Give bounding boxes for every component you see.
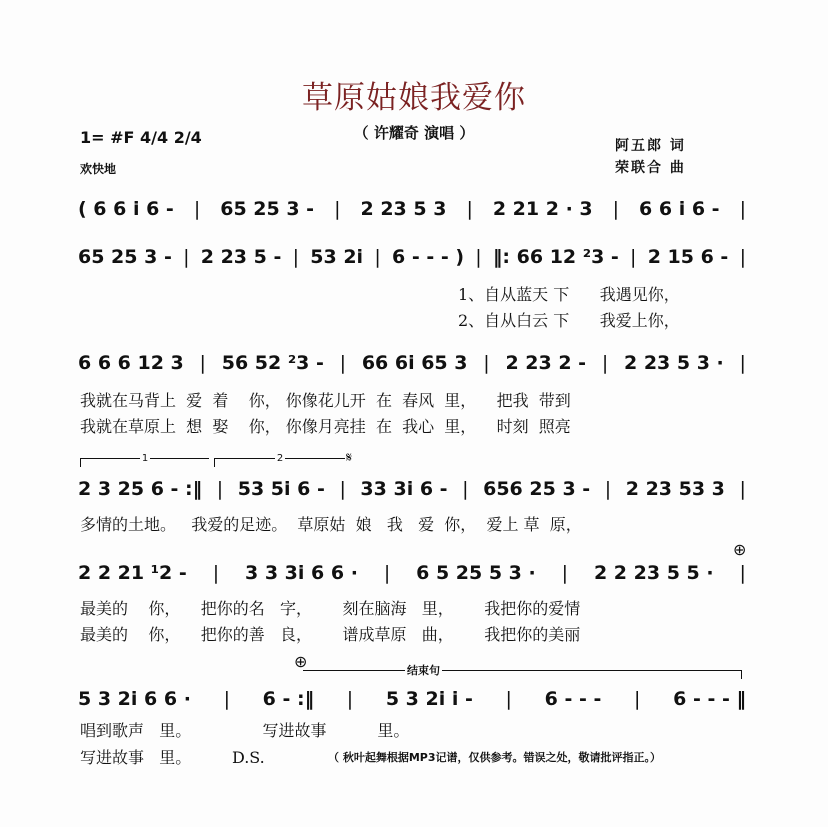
lyric-line: 最美的 你， 把你的名 字， 刻在脑海 里， 我把你的爱情 — [80, 599, 581, 618]
bar-line: | — [634, 688, 641, 710]
measure: 2 23 5 3 · — [624, 352, 724, 374]
measure: 2 23 5 - — [200, 246, 282, 268]
volta-2 — [214, 453, 345, 467]
performer: （ 许耀奇 演唱 ） — [353, 124, 475, 142]
lyric-line: 1、自从蓝天 下 我遇见你， — [458, 285, 680, 304]
measure: 6 5 25 5 3 · — [416, 562, 536, 584]
measure: 6 - - - — [544, 688, 602, 710]
bar-line: | — [739, 478, 746, 500]
bar-line: | — [383, 562, 391, 584]
staff-6 — [78, 688, 746, 710]
measure: 65 25 3 - — [220, 198, 315, 220]
bar-line: | — [601, 352, 609, 374]
lyric-line: 唱到歌声 里。 写进故事 里。 — [80, 721, 410, 740]
bar-line: | — [334, 198, 341, 220]
bar-line: | — [339, 478, 346, 500]
lyric-line: 2、自从白云 下 我爱上你， — [458, 311, 680, 330]
bar-line: | — [462, 478, 469, 500]
bar-line: | — [561, 562, 569, 584]
measure: 53 5i 6 - — [237, 478, 325, 500]
measure: ( 6 6 i 6 - — [78, 198, 174, 220]
measure: 6 - - - ) — [391, 246, 465, 268]
ending-label: 结束句 — [407, 664, 440, 677]
measure: 33 3i 6 - — [360, 478, 448, 500]
measure: 56 52 ²3 - — [221, 352, 324, 374]
measure: 65 25 3 - — [78, 246, 172, 268]
coda-icon: ⊕ — [294, 652, 308, 671]
measure: 2 2 21 ¹2 - — [78, 562, 187, 584]
bar-line: | — [739, 198, 746, 220]
bar-line: | — [292, 246, 300, 268]
lyric-line: 多情的土地。 我爱的足迹。 草原姑 娘 我 爱 你， 爱上 草 原， — [80, 515, 582, 534]
measure: 2 3 25 6 - :‖ — [78, 478, 203, 500]
measure: 656 25 3 - — [483, 478, 591, 500]
coda-icon: ⊕ — [733, 540, 747, 559]
bar-line: | — [739, 246, 746, 268]
bar-line: | — [199, 352, 206, 374]
staff-2 — [78, 246, 746, 268]
measure: 66 6i 65 3 — [361, 352, 468, 374]
ending-bracket — [303, 670, 742, 679]
lyricist: 阿五郎 词 — [615, 138, 686, 154]
lyric-line: 我就在马背上 爱 着 你， 你像花儿开 在 春风 里， 把我 带到 — [80, 391, 571, 410]
bar-line: | — [216, 478, 224, 500]
bar-line: | — [223, 688, 230, 710]
measure: 2 2 23 5 5 · — [593, 562, 714, 584]
measure: 2 15 6 - — [647, 246, 729, 268]
staff-4 — [78, 478, 746, 500]
lyric-line: 我就在草原上 想 娶 你， 你像月亮挂 在 我心 里， 时刻 照亮 — [80, 417, 571, 436]
measure: ‖: 66 12 ²3 - — [492, 246, 619, 268]
bar-line: | — [183, 246, 190, 268]
bar-line: | — [374, 246, 381, 268]
bar-line: | — [505, 688, 512, 710]
lyric-line: 最美的 你， 把你的善 良， 谱成草原 曲， 我把你的美丽 — [80, 625, 581, 644]
measure: 6 - :‖ — [262, 688, 315, 710]
bar-line: | — [612, 198, 620, 220]
staff-5 — [78, 562, 746, 584]
staff-3 — [78, 352, 746, 374]
volta-1 — [80, 453, 209, 467]
tempo-marking: 欢快地 — [80, 162, 117, 176]
bar-line: | — [739, 352, 746, 374]
measure: 3 3 3i 6 6 · — [245, 562, 358, 584]
bar-line: | — [739, 562, 746, 584]
measure: 2 23 2 - — [505, 352, 587, 374]
measure: 2 21 2 · 3 — [492, 198, 593, 220]
bar-line: | — [475, 246, 482, 268]
bar-line: | — [604, 478, 612, 500]
volta-1-label: 1 — [141, 453, 149, 464]
measure: 53 2i — [310, 246, 364, 268]
measure: 5 3 2i 6 6 · — [78, 688, 191, 710]
volta-2-label: 2 — [276, 453, 284, 464]
bar-line: | — [630, 246, 637, 268]
staff-1 — [78, 198, 746, 220]
measure: 5 3 2i i - — [385, 688, 473, 710]
measure: 6 - - - ‖ — [673, 688, 746, 710]
footnote: （ 秋叶起舞根据MP3记谱，仅供参考。错误之处，敬请批评指正。） — [328, 751, 661, 764]
bar-line: | — [466, 198, 473, 220]
song-title: 草原姑娘我爱你 — [302, 80, 526, 116]
bar-line: | — [212, 562, 220, 584]
measure: 2 23 5 3 — [360, 198, 447, 220]
bar-line: | — [339, 352, 347, 374]
composer: 荣联合 曲 — [615, 160, 686, 176]
key-signature: 1= #F 4/4 2/4 — [80, 128, 202, 147]
segno-icon: 𝄋 — [346, 450, 353, 466]
measure: 6 6 i 6 - — [639, 198, 720, 220]
bar-line: | — [346, 688, 354, 710]
bar-line: | — [483, 352, 490, 374]
bar-line: | — [193, 198, 201, 220]
lyric-line: 写进故事 里。 D.S. — [80, 748, 265, 767]
measure: 2 23 53 3 — [625, 478, 725, 500]
measure: 6 6 6 12 3 — [78, 352, 184, 374]
